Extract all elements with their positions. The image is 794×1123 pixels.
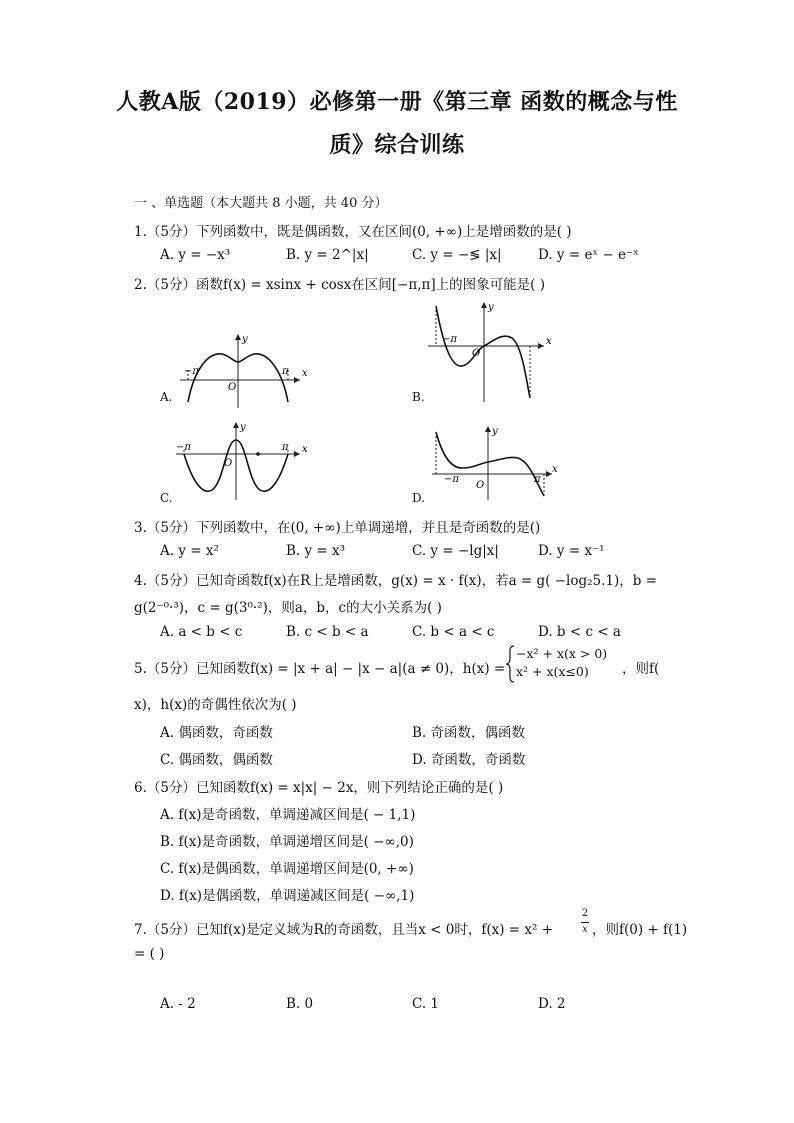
q5-brace xyxy=(505,645,515,683)
q7-option-d: D. 2 xyxy=(538,996,566,1012)
q3-stem: 3.（5分）下列函数中，在(0, +∞)上单调递增，并且是奇函数的是() xyxy=(134,520,541,536)
q2b-y-label: y xyxy=(488,302,494,313)
q2a-x-label: x xyxy=(302,368,308,379)
q2-stem: 2.（5分）函数f(x) = xsinx + cosx在区间[−π,π]上的图象可能是( ) xyxy=(134,277,546,293)
q2-label-d: D. xyxy=(412,491,426,505)
q4-option-d: D. b < c < a xyxy=(538,624,621,640)
q4-stem-line2: g(2⁻⁰·³)，c = g(3⁰·²)，则a，b，c的大小关系为( ) xyxy=(134,600,442,616)
q5-case-2: x² + x(x≤0) xyxy=(516,664,589,679)
q2c-origin-label: O xyxy=(224,458,233,469)
q2a-neg-pi-label: −π xyxy=(184,366,199,377)
q6-stem: 6.（5分）已知函数f(x) = x|x| − 2x，则下列结论正确的是( ) xyxy=(134,780,504,796)
q5-option-a: A. 偶函数，奇函数 xyxy=(160,725,273,741)
q3-option-a: A. y = x² xyxy=(160,543,219,559)
q1-stem: 1.（5分）下列函数中，既是偶函数，又在区间(0, +∞)上是增函数的是( ) xyxy=(134,224,572,240)
q2-graph-d xyxy=(426,424,560,504)
q5-option-b: B. 奇函数，偶函数 xyxy=(412,725,526,741)
q2c-pi-label: π xyxy=(282,442,289,453)
q2c-y-label: y xyxy=(240,422,246,433)
q7-option-c: C. 1 xyxy=(412,996,440,1012)
q3-option-c: C. y = −lg|x| xyxy=(412,543,499,559)
q5-option-d: D. 奇函数，奇函数 xyxy=(412,752,526,768)
q7-stem-line2: = ( ) xyxy=(134,946,165,962)
q7-fraction-denominator: x xyxy=(582,924,588,935)
q6-option-b: B. f(x)是奇函数，单调递增区间是( −∞,0) xyxy=(160,834,414,850)
q2-graph-c xyxy=(170,420,310,502)
q7-stem-part1: 7.（5分）已知f(x)是定义域为R的奇函数，且当x < 0时，f(x) = x² + xyxy=(134,922,554,938)
q5-stem-part2: ，则f( xyxy=(622,661,660,677)
q2a-pi-label: π xyxy=(282,366,289,377)
q7-stem-part2: ，则f(0) + f(1) xyxy=(592,922,688,938)
q2-label-c: C. xyxy=(160,491,173,505)
q7-fraction-numerator: 2 xyxy=(581,908,589,919)
q2c-x-label: x xyxy=(302,444,308,455)
q1-option-a: A. y = −x³ xyxy=(160,247,231,263)
q2a-origin-label: O xyxy=(228,382,237,393)
q6-option-d: D. f(x)是偶函数，单调递减区间是( −∞,1) xyxy=(160,888,415,904)
section-heading: 一 、单选题（本大题共 8 小题，共 40 分） xyxy=(134,196,388,211)
q6-option-c: C. f(x)是偶函数，单调递增区间是(0, +∞) xyxy=(160,861,414,877)
q2-graph-b xyxy=(422,298,562,408)
q2-graph-a xyxy=(160,330,320,410)
q2d-pi-label: π xyxy=(534,474,541,485)
q2d-origin-label: O xyxy=(476,480,485,491)
q2-label-b: B. xyxy=(412,390,425,404)
doc-title-line2: 质》综合训练 xyxy=(329,132,465,158)
q1-option-b: B. y = 2^|x| xyxy=(286,247,369,263)
q2b-origin-label: O xyxy=(472,348,481,359)
q6-option-a: A. f(x)是奇函数，单调递减区间是( − 1,1) xyxy=(160,807,416,823)
q7-option-b: B. 0 xyxy=(286,996,314,1012)
q2d-y-label: y xyxy=(492,426,498,437)
q7-fraction-bar xyxy=(581,922,589,923)
q7-option-a: A. - 2 xyxy=(160,996,196,1012)
q2-label-a: A. xyxy=(160,390,173,404)
q2b-neg-pi-label: −π xyxy=(442,334,457,345)
q5-option-c: C. 偶函数，偶函数 xyxy=(160,752,273,768)
q4-option-c: C. b < a < c xyxy=(412,624,495,640)
q5-stem-part1: 5.（5分）已知函数f(x) = |x + a| − |x − a|(a ≠ 0)，h(x) = xyxy=(134,661,506,677)
q2d-x-label: x xyxy=(552,464,558,475)
q2b-x-label: x xyxy=(546,336,552,347)
q4-option-b: B. c < b < a xyxy=(286,624,369,640)
q1-option-c: C. y = −≶ |x| xyxy=(412,247,502,263)
q2a-y-label: y xyxy=(242,334,248,345)
q4-stem-line1: 4.（5分）已知奇函数f(x)在R上是增函数，g(x) = x · f(x)，若a = g( −log₂5.1)，b = xyxy=(134,573,658,589)
q2d-neg-pi-label: −π xyxy=(444,474,459,485)
doc-title-line1: 人教A版（2019）必修第一册《第三章 函数的概念与性 xyxy=(116,89,678,115)
q5-stem-line2: x)，h(x)的奇偶性依次为( ) xyxy=(134,697,297,713)
q3-option-b: B. y = x³ xyxy=(286,543,346,559)
q1-option-d: D. y = eˣ − e⁻ˣ xyxy=(538,247,639,263)
q4-option-a: A. a < b < c xyxy=(160,624,243,640)
q5-case-1: −x² + x(x > 0) xyxy=(516,646,608,661)
q3-option-d: D. y = x⁻¹ xyxy=(538,543,605,559)
q2c-neg-pi-label: −π xyxy=(176,442,191,453)
